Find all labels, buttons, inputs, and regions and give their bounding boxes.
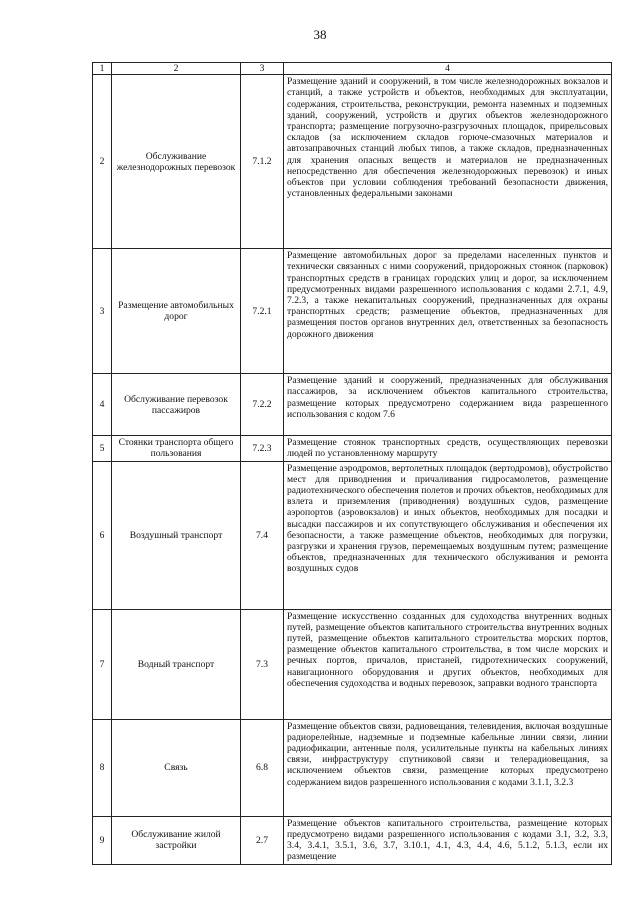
header-cell: 2 bbox=[112, 63, 241, 75]
use-description: Размещение объектов связи, радиовещания, телевидения, включая воздушные радиорелейные, надземные и подземные кабельные линии связи, линии радиофикации, антенные поля, усилительные пункты на кабельных линиях связи, инфраструктуру спутниковой связи и телерадиовещания, за исключением объектов связи, размещение которых предусмотрено содержанием видов разрешенного использования с кодами 3.1.1, 3.2.3 bbox=[284, 719, 612, 816]
use-name: Связь bbox=[112, 719, 241, 816]
use-description: Размещение искусственно созданных для судоходства внутренних водных путей, размещение объектов капитального строительства внутренних водных путей, размещение объектов капитального строительства морских портов, размещение объектов капитального строительства, в том числе морских и речных портов, причалов, пристаней, гидротехнических сооружений, навигационного оборудования и других объектов, необходимых для обеспечения судоходства и водных перевозок, заправки водного транспорта bbox=[284, 609, 612, 719]
use-description: Размещение зданий и сооружений, в том числе железнодорожных вокзалов и станций, а также устройств и объектов, необходимых для эксплуатации, содержания, строительства, реконструкции, ремонта наземных и подземных зданий, сооружений, устройств и других объектов железнодорожного транспорта; размещение погрузочно-разгрузочных площадок, прирельсовых складов (за исключением складов горюче-смазочных материалов и автозаправочных станций любых типов, а также складов, предназначенных для хранения опасных веществ и материалов не предназначенных непосредственно для обеспечения железнодорожных перевозок) и иных объектов при условии соблюдения требований безопасности движения, установленных федеральными законами bbox=[284, 75, 612, 249]
use-code: 7.2.2 bbox=[241, 374, 284, 436]
use-description: Размещение объектов капитального строительства, размещение которых предусмотрено видами разрешенного использования с кодами 3.1, 3.2, 3.3, 3.4, 3.4.1, 3.5.1, 3.6, 3.7, 3.10.1, 4.1, 4.3, 4.4, 4.6, 5.1.2, 5.1.3, если их размещение bbox=[284, 816, 612, 864]
use-name: Воздушный транспорт bbox=[112, 461, 241, 609]
use-name: Водный транспорт bbox=[112, 609, 241, 719]
row-number: 4 bbox=[93, 374, 112, 436]
row-number: 7 bbox=[93, 609, 112, 719]
table-row bbox=[93, 249, 612, 374]
use-code: 6.8 bbox=[241, 719, 284, 816]
use-name: Стоянки транспорта общего пользования bbox=[112, 436, 241, 461]
page-number: 38 bbox=[313, 27, 327, 42]
row-number: 6 bbox=[93, 461, 112, 609]
use-name: Размещение автомобильных дорог bbox=[112, 249, 241, 374]
table-row bbox=[93, 436, 612, 461]
land-use-table bbox=[92, 62, 612, 865]
use-code: 7.2.3 bbox=[241, 436, 284, 461]
use-code: 7.2.1 bbox=[241, 249, 284, 374]
use-name: Обслуживание перевозок пассажиров bbox=[112, 374, 241, 436]
table-row bbox=[93, 75, 612, 249]
use-name: Обслуживание жилой застройки bbox=[112, 816, 241, 864]
use-name: Обслуживание железнодорожных перевозок bbox=[112, 75, 241, 249]
use-code: 7.3 bbox=[241, 609, 284, 719]
use-code: 2.7 bbox=[241, 816, 284, 864]
use-description: Размещение аэродромов, вертолетных площадок (вертодромов), обустройство мест для приводнения и причаливания гидросамолетов, размещение радиотехнического обеспечения полетов и прочих объектов, необходимых для взлета и приземления (приводнения) воздушных судов, размещение аэропортов (аэровокзалов) и иных объектов, необходимых для посадки и высадки пассажиров и их сопутствующего обслуживания и обеспечения их безопасности, а также размещение объектов, необходимых для погрузки, разгрузки и хранения грузов, перемещаемых воздушным путем; размещение объектов, предназначенных для технического обслуживания и ремонта воздушных судов bbox=[284, 461, 612, 609]
use-code: 7.1.2 bbox=[241, 75, 284, 249]
table-row bbox=[93, 719, 612, 816]
table-row bbox=[93, 374, 612, 436]
table-row bbox=[93, 609, 612, 719]
row-number: 9 bbox=[93, 816, 112, 864]
use-description: Размещение автомобильных дорог за пределами населенных пунктов и технически связанных с ними сооружений, придорожных стоянок (парковок) транспортных средств в границах городских улиц и дорог, за исключением предусмотренных видами разрешенного использования с кодами 2.7.1, 4.9, 7.2.3, а также некапитальных сооружений, предназначенных для охраны транспортных средств; размещение объектов, предназначенных для размещения постов органов внутренних дел, ответственных за безопасность дорожного движения bbox=[284, 249, 612, 374]
use-code: 7.4 bbox=[241, 461, 284, 609]
row-number: 8 bbox=[93, 719, 112, 816]
header-cell: 4 bbox=[284, 63, 612, 75]
table-row bbox=[93, 461, 612, 609]
row-number: 2 bbox=[93, 75, 112, 249]
use-description: Размещение зданий и сооружений, предназначенных для обслуживания пассажиров, за исключением объектов капитального строительства, размещение которых предусмотрено содержанием вида разрешенного использования с кодом 7.6 bbox=[284, 374, 612, 436]
header-cell: 1 bbox=[93, 63, 112, 75]
header-cell: 3 bbox=[241, 63, 284, 75]
row-number: 3 bbox=[93, 249, 112, 374]
use-description: Размещение стоянок транспортных средств, осуществляющих перевозки людей по установленному маршруту bbox=[284, 436, 612, 461]
row-number: 5 bbox=[93, 436, 112, 461]
table-row bbox=[93, 816, 612, 864]
table-header-row bbox=[93, 63, 612, 75]
